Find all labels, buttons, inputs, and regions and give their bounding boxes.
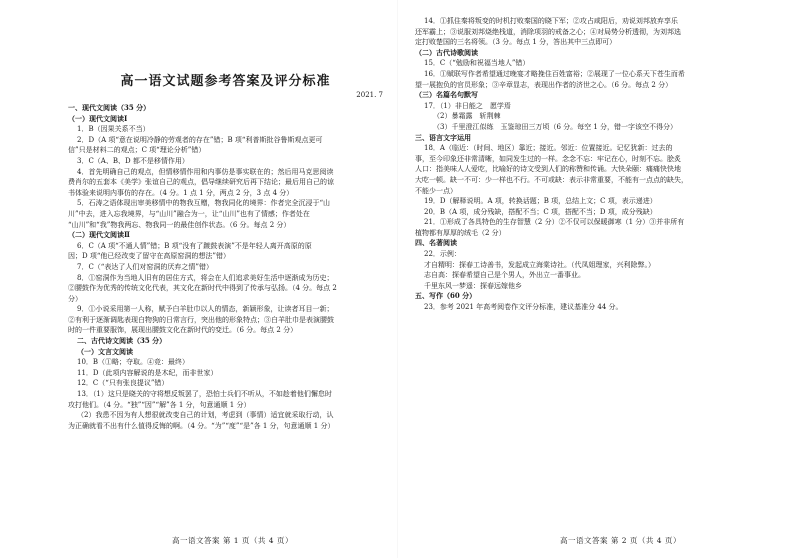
answer-line: 还军霸上；③说服刘邦烧绝栈道，消除项羽的戒备之心；④对局势分析透彻，为刘邦选 <box>415 27 681 36</box>
page-1-footer: 高一语文答案 第 1 页（共 4 页） <box>172 536 293 545</box>
answer-line: ②腰鼓作为优秀的传统文化代表，其文化在新时代中得到了传承与弘扬。（4 分。每点 2 <box>68 284 337 293</box>
answer-line: （三）名篇名句默写 <box>415 90 478 100</box>
answer-line: 19．D（解释说明。A 项，转换话题；B 项，总结上文；C 项，表示递进） <box>424 197 657 206</box>
answer-line: 10．B（①略；夺取。④竞：最终） <box>77 358 190 367</box>
answer-line: 志自高：探春希望自己是个男人，外出立一番事业。 <box>424 271 585 280</box>
document-date: 2021. 7 <box>356 91 383 99</box>
answer-line: 为正确就看不出有什么值得反悔的啊。（4 分。“为”“度”“是”各 1 分，句意通顺 1 分） <box>68 421 335 430</box>
document-title: 高一语文试题参考答案及评分标准 <box>120 74 331 89</box>
answer-line: ②有利于逐渐调匙表现白物狗的日常言行，突出他的形象特点；③白羊肚巾是表演腰鼓 <box>68 315 334 324</box>
answer-line: 四、名著阅读 <box>415 238 457 248</box>
answer-line: 人口：指美味人人爱吃，比喻好的诗文受到人们的称赞和传诵。大快朵颐：痛痛快快地 <box>415 165 681 174</box>
answer-line: 才自精明：探春工诗善书，发起成立海棠诗社。（代凤姐理家，兴利除弊。） <box>424 260 655 269</box>
answer-line: 12．C（“只有张良提议”错） <box>77 379 169 388</box>
answer-line: 费肖尔的五套本《美学》张谊自己的观点，倡导继续研究后再下结论；最后用自己的谅 <box>68 178 334 187</box>
answer-line: 大吃一顿。缺一不可：少一样也不行。不可或缺：表示非常重要，不能有一点点的缺失， <box>415 175 688 184</box>
answer-line: 5．石涛之语体现出审美移情中的物我互赠，物我同化的境界：作者完全沉浸于“山 <box>77 199 331 208</box>
answer-line: （二）古代诗歌阅读 <box>415 47 478 57</box>
answer-line: 二、古代诗文阅读（35 分） <box>77 336 167 346</box>
answer-line: （2）我患不因为有人想很就改变自己的计划，考虑到（事情）适宜就采取行动，认 <box>77 411 334 420</box>
page-2-body <box>415 16 778 313</box>
answer-line: 4．首先明确自己的观点，但情移情作用和内事仿是事实联在的；然后用马克思阅读 <box>77 167 334 176</box>
answer-line: 因；D 项“他已经改变了留守在高原窑洞的想法”错） <box>68 252 230 261</box>
answer-line: 17．（1）非日能之 愿学焉 <box>424 101 511 110</box>
answer-line: 分） <box>68 294 82 303</box>
answer-line: 时的一件重要服饰，展现出腰鼓文化在新时代的变迁。（6 分。每点 2 分） <box>68 326 298 335</box>
answer-line: 23．参考 2021 年高考阅卷作文评分标准，建议基准分 44 分。 <box>424 303 623 312</box>
answer-line: 定打败楚国的三名将领。（3 分。每点 1 分，答出其中三点即可） <box>415 38 617 47</box>
answer-line: 21．①形成了各具特色的生存智慧（2 分）②不仅可以保暖御寒（1 分）③并非所有 <box>424 218 685 227</box>
answer-line: 信”只是材料二的观点；C 项“理论分析”错） <box>68 146 206 155</box>
answer-line: （一）文言文阅读 <box>77 346 133 356</box>
answer-line: 20．B（A 项，成分残缺，搭配不当；C 项，搭配不当；D 项，成分残缺） <box>424 207 657 216</box>
answer-line: 11．D（此项内容解说的是木纪，而非世家） <box>77 368 218 377</box>
answer-line: 1．B（因果关系不当） <box>77 125 150 134</box>
answer-line: 16．①赋联写作者希望通过晚宴才略挽住百姓富裕；②展现了一位心系天下苍生而希 <box>424 69 685 78</box>
answer-line: 3．C（A、B、D 都不是移情作用） <box>77 156 189 165</box>
page-1-body <box>68 103 383 431</box>
answer-line: 事，至今印象还非常清晰，如同发生过的一样。念念不忘：牢记在心，时刻不忘。脍炙 <box>415 154 681 163</box>
page-2 <box>397 0 794 558</box>
answer-line: 不能少一点） <box>415 186 457 195</box>
answer-line: 18．A（临近：（时间、地区）靠近；接近。邻近：位置接近。记忆犹新：过去的 <box>424 144 673 153</box>
answer-line: 一、现代文阅读（35 分） <box>68 103 151 112</box>
page-2-footer: 高一语文答案 第 2 页（共 4 页） <box>560 536 681 545</box>
answer-line: 14．①抓住秦将叛变的时机打败秦国的晓下军；②攻占咸阳后，劝说刘邦放弃享乐 <box>424 17 678 25</box>
answer-line: “山川”和“我”物我两忘、物我同一的最佳创作状态。（6 分。每点 2 分） <box>68 220 291 229</box>
answer-line: 五、写作（60 分） <box>415 291 477 301</box>
answer-line: （二）现代文阅读Ⅱ <box>68 230 130 240</box>
answer-line: 望一展抱负的官员形象；③辛章显志，表现出作者的济世之心。（6 分。每点 2 分） <box>415 80 673 89</box>
answer-line: 攻打他们。（4 分。“独”“因”“解”各 1 分，句意通顺 1 分） <box>68 400 251 409</box>
answer-line: 6．C（A 项“不通人情”错；B 项“没有了踱鼓表演”不是年轻人离开高原的原 <box>77 241 312 250</box>
answer-line: 15．C（“勉励和祝福当地人”错） <box>424 59 530 68</box>
answer-line: 三、语言文字运用 <box>415 132 471 142</box>
answer-line: 川”中去，进入忘我境界，与“山川”融合为一，让“山川”也有了情感；作者处在 <box>68 209 310 218</box>
answer-line: （一）现代文阅读Ⅰ <box>68 113 128 123</box>
answer-line: 9．①小说采用第一人称，赋予白羊肚巾以人的情态，新颖形象，让读者耳目一新； <box>77 305 334 314</box>
answer-line: 22．示例： <box>424 250 461 259</box>
answer-line: 8．①窑洞作为当地人旧有的居住方式，将会在人们追求美好生活中逐渐成为历史； <box>77 273 334 282</box>
answer-line: 7．C（“表达了人们对窑洞的厌弃之情”错） <box>77 262 213 271</box>
answer-line: 书体验来说明内事仿的存在。（4 分。1 点 1 分，两点 2 分，3 点 4 分） <box>68 188 294 197</box>
answer-line: （2）暴霜露 斩荆棘 <box>433 112 501 121</box>
answer-line: （3）千里澄江似练 玉鉴琼田三万顷（6 分。每空 1 分，错一字该空不得分） <box>433 122 678 131</box>
answer-line: 2．D（A 项“意在说明冷静的劳观者的存在”错；B 项“利普斯批谷鲁斯观点更可 <box>77 135 323 144</box>
answer-line: 13．（1）这只是晓关的守将想反叛罢了，恐怕士兵们不听从，不如趁着他们懈怠时 <box>77 390 332 399</box>
answer-line: 千里东风一梦遥：探春远嫁他乡 <box>424 281 522 290</box>
answer-line: 植物都有厚厚的绒毛（2 分） <box>415 228 506 237</box>
